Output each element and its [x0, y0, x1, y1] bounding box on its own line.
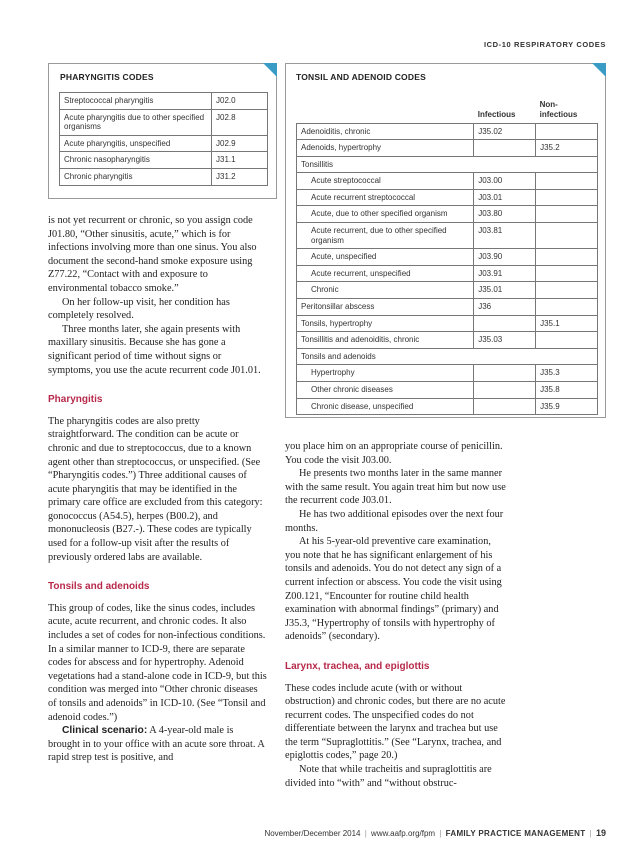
- header-blank: [297, 91, 474, 123]
- infectious-code: [474, 365, 536, 382]
- noninfectious-code: [536, 299, 598, 316]
- infectious-code: J36: [474, 299, 536, 316]
- right-text-column: [285, 440, 507, 790]
- tonsil-adenoid-codes-box: [285, 63, 606, 418]
- code-label: Streptococcal pharyngitis: [60, 93, 212, 110]
- table-row: [297, 189, 598, 206]
- infectious-code: J35.02: [474, 123, 536, 140]
- table-row: [297, 398, 598, 415]
- condition-label: Acute recurrent, due to other specified organism: [297, 223, 474, 249]
- body-paragraph: Note that while tracheitis and supraglottitis are divided into “with” and “without obstruc-: [285, 764, 492, 789]
- body-paragraph: At his 5-year-old preventive care examination, you note that he has significant enlargement of his tonsils and adenoids. You do not detect any sign of a current infection or abscess. You code the visit using Z00.121, “Encounter for routine child health examination with abnormal findings” (primary) and J35.3, “Hypertrophy of tonsils with hypertrophy of adenoids” (secondary).: [285, 536, 502, 643]
- table-row: [297, 282, 598, 299]
- noninfectious-code: J35.8: [536, 382, 598, 399]
- table-row: [297, 140, 598, 157]
- footer-separator: |: [364, 829, 367, 838]
- table-row: [297, 365, 598, 382]
- noninfectious-code: J35.3: [536, 365, 598, 382]
- condition-group-label: Tonsils and adenoids: [297, 348, 474, 365]
- infectious-code: [474, 398, 536, 415]
- infectious-code: J03.01: [474, 189, 536, 206]
- header-noninfectious: Non-infectious: [536, 91, 598, 123]
- condition-label: Acute, unspecified: [297, 249, 474, 266]
- table-row: [297, 265, 598, 282]
- body-paragraph: On her follow-up visit, her condition has completely resolved.: [48, 296, 230, 322]
- noninfectious-code: [536, 282, 598, 299]
- corner-tab-icon: [592, 63, 606, 77]
- code-value: J02.8: [212, 109, 268, 135]
- pharyngitis-box-title: PHARYNGITIS CODES: [60, 72, 154, 82]
- condition-label: Acute streptococcal: [297, 173, 474, 190]
- footer-url: www.aafp.org/fpm: [371, 829, 436, 838]
- section-heading-pharyngitis: Pharyngitis: [48, 394, 103, 406]
- code-label: Acute pharyngitis, unspecified: [60, 135, 212, 152]
- table-row: [297, 382, 598, 399]
- table-header-row: [297, 91, 598, 123]
- page-number: 19: [595, 828, 606, 838]
- condition-label: Hypertrophy: [297, 365, 474, 382]
- table-row: [297, 123, 598, 140]
- infectious-code: J03.91: [474, 265, 536, 282]
- clinical-scenario-paragraph: [48, 724, 268, 765]
- table-row: [297, 249, 598, 266]
- code-value: J02.9: [212, 135, 268, 152]
- noninfectious-code: [536, 223, 598, 249]
- body-paragraph: Three months later, she again presents with maxillary sinusitis. Because she has gone a significant period of time without signs or symptoms, you use the acute recurrent code J01.01.: [48, 323, 261, 376]
- footer-separator: |: [589, 829, 592, 838]
- table-row: [60, 93, 268, 110]
- noninfectious-code: [536, 189, 598, 206]
- noninfectious-code: J35.2: [536, 140, 598, 157]
- body-paragraph: He has two additional episodes over the next four months.: [285, 508, 504, 534]
- infectious-code: [474, 348, 536, 365]
- code-label: Chronic nasopharyngitis: [60, 152, 212, 169]
- noninfectious-code: J35.9: [536, 398, 598, 415]
- running-head: ICD-10 RESPIRATORY CODES: [483, 40, 606, 49]
- condition-label: Chronic disease, unspecified: [297, 398, 474, 415]
- table-row: [60, 135, 268, 152]
- infectious-code: J03.90: [474, 249, 536, 266]
- noninfectious-code: [536, 348, 598, 365]
- table-group-row: [297, 348, 598, 365]
- body-paragraph: is not yet recurrent or chronic, so you assign code J01.80, “Other sinusitis, acute,” which is for infections involving more than one sinus. You also document the second-hand smoke exposure using Z77.22, “Contact with and exposure to environmental tobacco smoke.”: [48, 215, 257, 294]
- condition-label: Acute, due to other specified organism: [297, 206, 474, 223]
- infectious-code: J03.81: [474, 223, 536, 249]
- infectious-code: [474, 382, 536, 399]
- condition-label: Other chronic diseases: [297, 382, 474, 399]
- noninfectious-code: J35.1: [536, 315, 598, 332]
- body-paragraph: This group of codes, like the sinus codes, includes acute, acute recurrent, and chronic codes. It also includes a set of codes for non-infectious conditions. In a similar manner to ICD-9, there are separate codes for abscess and for hypertrophy. Adenoid vegetations had a stand-alone code in ICD-9, but this condition was merged into “Other chronic diseases of tonsils and adenoids” in ICD-10. (See “Tonsil and adenoid codes.”): [48, 602, 267, 723]
- infectious-code: J03.80: [474, 206, 536, 223]
- infectious-code: [474, 156, 536, 173]
- table-row: [297, 173, 598, 190]
- condition-label: Acute recurrent, unspecified: [297, 265, 474, 282]
- body-paragraph: He presents two months later in the same manner with the same result. You again treat him but now use the recurrent code J03.01.: [285, 468, 506, 507]
- table-row: [297, 223, 598, 249]
- infectious-code: J03.00: [474, 173, 536, 190]
- body-paragraph: These codes include acute (with or without obstruction) and chronic codes, but there are no acute recurrent codes. The unspecified codes do not differentiate between the larynx and trachea but use the term “Supraglottitis.” (See “Larynx, trachea, and epiglottis codes,” page 20.): [285, 682, 506, 762]
- table-row: [60, 152, 268, 169]
- noninfectious-code: [536, 332, 598, 349]
- table-group-row: [297, 156, 598, 173]
- noninfectious-code: [536, 249, 598, 266]
- body-paragraph: The pharyngitis codes are also pretty straightforward. The condition can be acute or chronic and due to streptococcus, due to a known agent other than streptococcus, or unspecified. (See “Pharyngitis codes.”) Three additional causes of acute pharyngitis that may be identified in the primary care office are excluded from this category: gonococcus (A54.5), herpes (B00.2), and mononucleosis (B27.-). These codes are typically used for a follow-up visit after the results of previously ordered labs are available.: [48, 415, 263, 563]
- condition-label: Adenoiditis, chronic: [297, 123, 474, 140]
- code-value: J31.2: [212, 168, 268, 185]
- left-text-column: [48, 214, 268, 765]
- infectious-code: [474, 140, 536, 157]
- footer-issue: November/December 2014: [264, 829, 361, 838]
- clinical-scenario-text: A 4-year-old male is brought in to your office with an acute sore throat. A rapid strep test is positive, and: [48, 725, 265, 764]
- condition-label: Tonsils, hypertrophy: [297, 315, 474, 332]
- code-value: J02.0: [212, 93, 268, 110]
- section-heading-larynx: Larynx, trachea, and epiglottis: [285, 660, 430, 672]
- table-row: [60, 109, 268, 135]
- clinical-scenario-label: Clinical scenario:: [62, 725, 148, 737]
- pharyngitis-table: [59, 92, 268, 186]
- header-infectious: Infectious: [474, 91, 536, 123]
- condition-label: Adenoids, hypertrophy: [297, 140, 474, 157]
- noninfectious-code: [536, 206, 598, 223]
- table-row: [297, 315, 598, 332]
- footer-separator: |: [439, 829, 442, 838]
- noninfectious-code: [536, 173, 598, 190]
- noninfectious-code: [536, 156, 598, 173]
- code-label: Acute pharyngitis due to other specified organisms: [60, 109, 212, 135]
- table-row: [297, 299, 598, 316]
- condition-label: Tonsillitis and adenoiditis, chronic: [297, 332, 474, 349]
- table-row: [60, 168, 268, 185]
- code-value: J31.1: [212, 152, 268, 169]
- tonsil-table: [296, 91, 598, 415]
- tonsil-box-title: TONSIL AND ADENOID CODES: [296, 72, 426, 82]
- infectious-code: [474, 315, 536, 332]
- infectious-code: J35.01: [474, 282, 536, 299]
- condition-label: Peritonsillar abscess: [297, 299, 474, 316]
- pharyngitis-codes-box: [48, 63, 277, 199]
- infectious-code: J35.03: [474, 332, 536, 349]
- condition-label: Acute recurrent streptococcal: [297, 189, 474, 206]
- page-footer: [264, 828, 606, 838]
- noninfectious-code: [536, 265, 598, 282]
- body-paragraph: you place him on an appropriate course of penicillin. You code the visit J03.00.: [285, 441, 503, 466]
- code-label: Chronic pharyngitis: [60, 168, 212, 185]
- condition-label: Chronic: [297, 282, 474, 299]
- corner-tab-icon: [263, 63, 277, 77]
- section-heading-tonsils: Tonsils and adenoids: [48, 581, 150, 593]
- table-row: [297, 206, 598, 223]
- footer-publication: FAMILY PRACTICE MANAGEMENT: [445, 829, 586, 838]
- condition-group-label: Tonsillitis: [297, 156, 474, 173]
- table-row: [297, 332, 598, 349]
- noninfectious-code: [536, 123, 598, 140]
